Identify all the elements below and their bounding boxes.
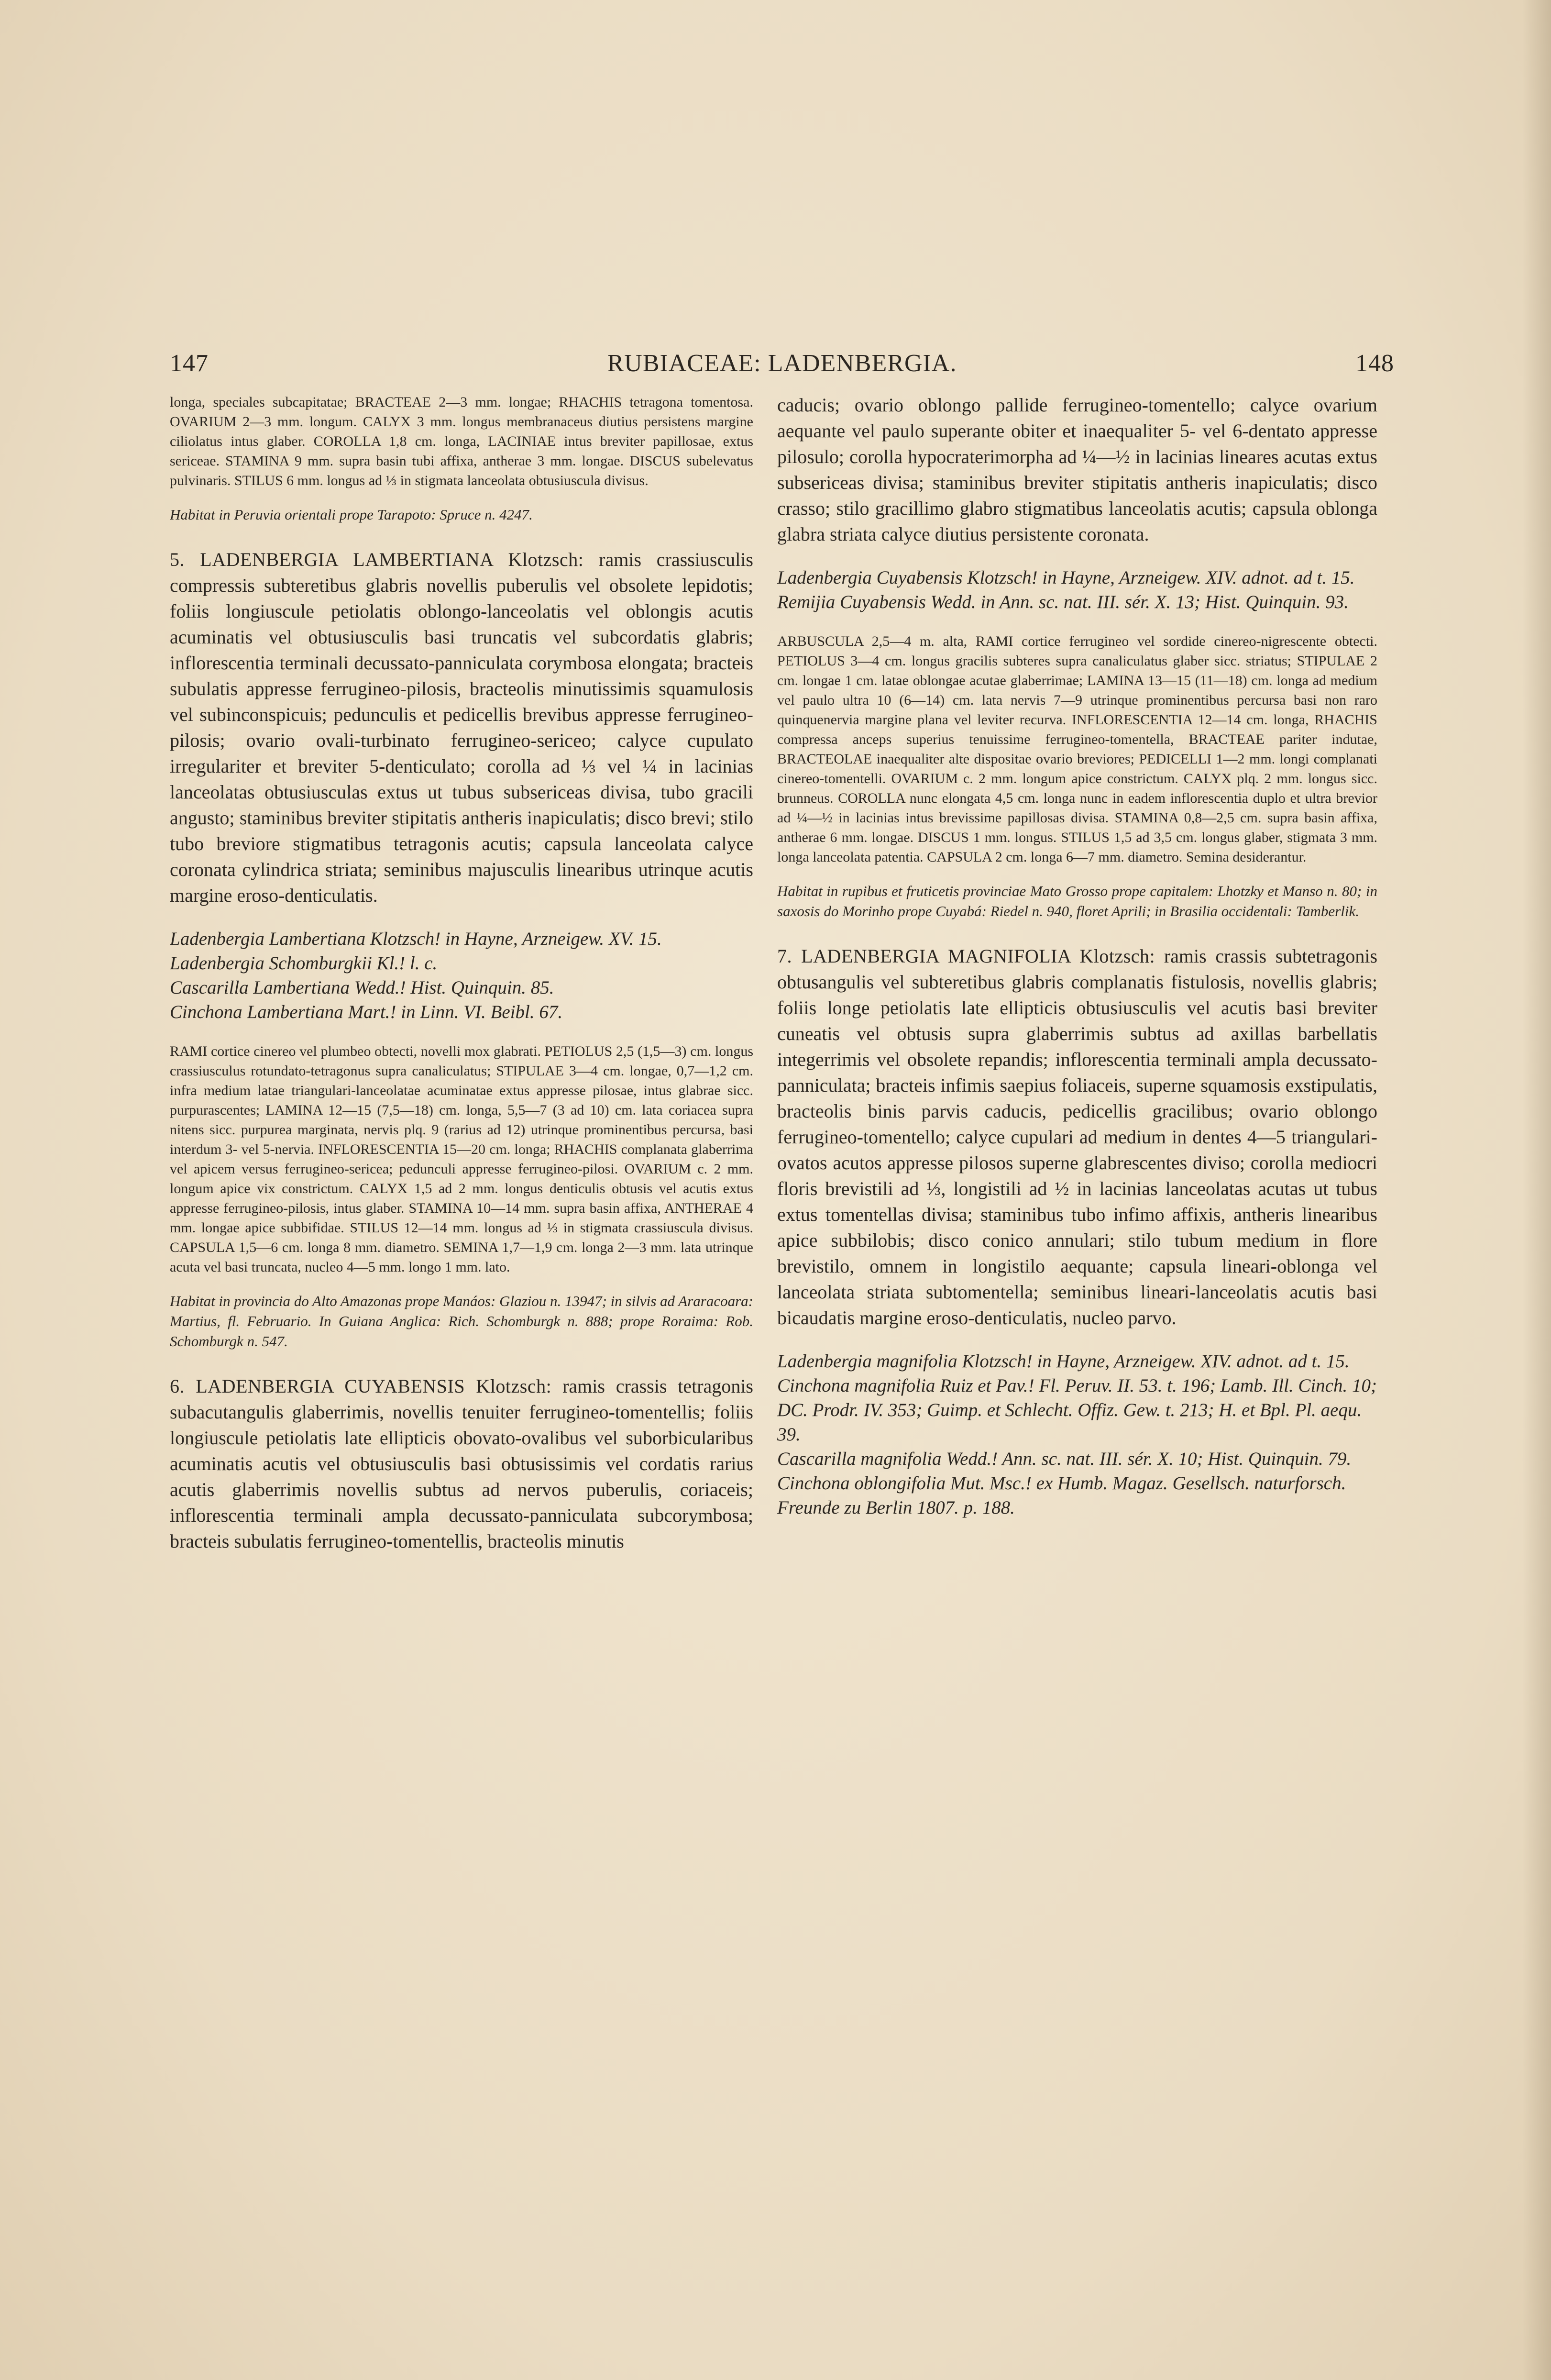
- synonym-ref: Ladenbergia magnifolia Klotzsch! in Hayne, Arzneigew. XIV. adnot. ad t. 15.: [777, 1351, 1350, 1372]
- synonym-ref: Cinchona oblongifolia Mut. Msc.! ex Humb. Magaz. Gesellsch. naturforsch. Freunde zu Berlin 1807. p. 188.: [777, 1473, 1346, 1518]
- species-6-synonymy: [777, 565, 1377, 614]
- species-7-synonymy: [777, 1349, 1377, 1520]
- synonym-ref: Cascarilla Lambertiana Wedd.! Hist. Quinquin. 85.: [170, 977, 554, 998]
- species-7-diagnosis: [777, 943, 1377, 1331]
- page-number-left: 147: [170, 350, 209, 377]
- right-column: [777, 392, 1377, 2323]
- species-7-text: ramis crassis subtetragonis obtusangulis vel subteretibus glabris complanatis fistulosis, novellis glabris; foliis longe petiolatis late ellipticis obtusiusculis vel acutis basi breviter cuneatis vel obtusis supra glaberrimis subtus ad axillas barbellatis integerrimis vel obsolete repandis; inflorescentia terminali ampla decussato-panniculata; bracteis infimis saepius foliaceis, superne squamosis exstipulatis, bracteolis binis parvis caducis, pedicellis gracilibus; ovario oblongo ferrugineo-tomentello; calyce cupulari ad medium in dentes 4—5 triangulari-ovatos acutos appresse pilosos superne glabrescentes diviso; corolla mediocri floris brevistili ad ⅓, longistili ad ½ in lacinias lanceolatas acutas ut tubus extus tomentellas divisa; staminibus tubo infimo affixis, antheris linearibus apice subbilobis; disco conico annulari; stilo tubum medium in flore brevistilo, omnem in longistilo aequante; capsula lineari-oblonga vel lanceolata striata subtomentella; seminibus lineari-lanceolatis acutis basi bicaudatis margine eroso-denticulatis, nucleo parvo.: [777, 945, 1377, 1328]
- species-6-diagnosis: [170, 1373, 753, 1554]
- synonym-ref: Cinchona Lambertiana Mart.! in Linn. VI. Beibl. 67.: [170, 1002, 563, 1022]
- running-title: RUBIACEAE: LADENBERGIA.: [607, 350, 957, 377]
- species-6-description: ARBUSCULA 2,5—4 m. alta, RAMI cortice ferrugineo vel sordide cinereo-nigrescente obtecti. PETIOLUS 3—4 cm. longus gracilis subteres supra canaliculatus glaber sicc. striatus; STIPULAE 2 cm. longae 1 cm. latae oblongae acutae glaberrimae; LAMINA 13—15 (11—18) cm. longa ad medium vel paulo ultra 10 (6—14) cm. lata nervis 7—9 utrinque prominentibus percursa basi non raro quinquenervia margine plana vel leviter recurva. INFLORESCENTIA 12—14 cm. longa, RHACHIS compressa anceps superius tenuissime ferrugineo-tomentella, BRACTEAE pariter indutae, BRACTEOLAE inaequaliter alte dispositae ovario breviores; PEDICELLI 1—2 mm. longi complanati cinereo-tomentelli. OVARIUM c. 2 mm. longum apice constrictum. CALYX plq. 2 mm. longus sicc. brunneus. COROLLA nunc elongata 4,5 cm. longa nunc in eadem inflorescentia duplo et ultra brevior ad ¼—½ in lacinias intus brevissime papillosas divisa. STAMINA 0,8—2,5 cm. supra basin affixa, antherae 6 mm. longae. DISCUS 1 mm. longus. STILUS 1,5 ad 3,5 cm. longus glaber, stigmata 3 mm. longa lanceolata patentia. CAPSULA 2 cm. longa 6—7 mm. diametro. Semina desiderantur.: [777, 633, 1377, 865]
- species-6-heading: 6. LADENBERGIA CUYABENSIS Klotzsch:: [170, 1375, 552, 1397]
- habitat-species-6: Habitat in rupibus et fruticetis provinciae Mato Grosso prope capitalem: Lhotzky et Manso n. 80; in saxosis do Morinho prope Cuyabá: Riedel n. 940, floret Aprili; in Brasilia occidentali: Tamberlik.: [777, 883, 1377, 919]
- synonym-ref: Ladenbergia Schomburgkii Kl.! l. c.: [170, 953, 438, 974]
- synonym-ref: Ladenbergia Lambertiana Klotzsch! in Hayne, Arzneigew. XV. 15.: [170, 929, 662, 949]
- species-5-description: RAMI cortice cinereo vel plumbeo obtecti, novelli mox glabrati. PETIOLUS 2,5 (1,5—3) cm. longus crassiusculus rotundato-tetragonus supra canaliculatus; STIPULAE 3—4 cm. longae, 0,7—1,2 cm. infra medium latae triangulari-lanceolatae acuminatae extus appresse pilosae, intus glabrae sicc. purpurascentes; LAMINA 12—15 (7,5—18) cm. longa, 5,5—7 (3 ad 10) cm. lata coriacea supra nitens sicc. purpurea marginata, nervis plq. 9 (rarius ad 12) utrinque prominentibus percursa, basi interdum 3- vel 5-nervia. INFLORESCENTIA 15—20 cm. longa; RHACHIS complanata glaberrima vel apicem versus ferrugineo-sericea; pedunculi appresse ferrugineo-pilosi. OVARIUM c. 2 mm. longum apice vix constrictum. CALYX 1,5 ad 2 mm. longus denticulis obtusis vel acutis extus appresse ferrugineo-pilosis, intus glaber. STAMINA 10—14 mm. supra basin affixa, ANTHERAE 4 mm. longae apice subbifidae. STILUS 12—14 mm. longus ad ⅓ in stigmata crassiuscula divisus. CAPSULA 1,5—6 cm. longa 8 mm. diametro. SEMINA 1,7—1,9 cm. longa 2—3 mm. lata utrinque acuta vel basi truncata, nucleo 4—5 mm. longo 1 mm. lato.: [170, 1043, 753, 1275]
- running-header: [170, 349, 1394, 383]
- species-6-text: ramis crassis tetragonis subacutangulis glaberrimis, novellis tenuiter ferrugineo-tomentellis; foliis longiuscule petiolatis late ellipticis obovato-ovalibus vel suborbicularibus acuminatis acutis vel obtusiusculis basi obtusissimis vel cordatis rarius acutis glaberrimis novellis subtus ad nervos puberulis, coriaceis; inflorescentia terminali ampla decussato-panniculata subcorymbosa; bracteis subulatis ferrugineo-tomentellis, bracteolis minutis: [170, 1375, 753, 1552]
- habitat-species-5: Habitat in provincia do Alto Amazonas prope Manáos: Glaziou n. 13947; in silvis ad Araracoara: Martius, fl. Februario. In Guiana Anglica: Rich. Schomburgk n. 888; prope Roraima: Rob. Schomburgk n. 547.: [170, 1293, 753, 1350]
- page-edge-shadow: [1522, 0, 1551, 2380]
- habitat-species-4: Habitat in Peruvia orientali prope Tarapoto: Spruce n. 4247.: [170, 506, 533, 523]
- species-5-heading: 5. LADENBERGIA LAMBERTIANA Klotzsch:: [170, 549, 584, 570]
- species-7-heading: 7. LADENBERGIA MAGNIFOLIA Klotzsch:: [777, 945, 1155, 967]
- page-number-right: 148: [1355, 350, 1394, 377]
- species-5-text: ramis crassiusculis compressis subteretibus glabris novellis puberulis vel obsolete lepidotis; foliis longiuscule petiolatis oblongo-lanceolatis vel oblongis acutis acuminatis vel obtusiusculis basi truncatis vel subcordatis glabris; inflorescentia terminali decussato-panniculata corymbosa elongata; bracteis subulatis appresse ferrugineo-pilosis, bracteolis minutissimis squamulosis vel subinconspicuis; pedunculis et pedicellis brevibus appresse ferrugineo-pilosis; ovario ovali-turbinato ferrugineo-sericeo; calyce cupulato irregulariter et breviter 5-denticulato; corolla ad ⅓ vel ¼ in lacinias lanceolatas obtusiusculas extus ut tubus subsericeas divisa, tubo gracili angusto; staminibus breviter stipitatis antheris inapiculatis; disco brevi; stilo tubo breviore stigmatibus tetragonis acutis; capsula lanceolata calyce coronata cylindrica striata; seminibus majusculis linearibus utrinque acutis margine eroso-denticulatis.: [170, 549, 753, 906]
- synonym-ref: Cascarilla magnifolia Wedd.! Ann. sc. nat. III. sér. X. 10; Hist. Quinquin. 79.: [777, 1449, 1352, 1469]
- species-5-diagnosis: [170, 547, 753, 908]
- description-continued: longa, speciales subcapitatae; BRACTEAE 2—3 mm. longae; RHACHIS tetragona tomentosa. OVARIUM 2—3 mm. longum. CALYX 3 mm. longus membranaceus diutius persistens margine ciliolatus intus glaber. COROLLA 1,8 cm. longa, LACINIAE intus breviter papillosae, extus sericeae. STAMINA 9 mm. supra basin tubi affixa, antherae 3 mm. longae. DISCUS subelevatus pulvinaris. STILUS 6 mm. longus ad ⅓ in stigmata lanceolata obtusiuscula divisus.: [170, 394, 753, 488]
- synonym-ref: Ladenbergia Cuyabensis Klotzsch! in Hayne, Arzneigew. XIV. adnot. ad t. 15.: [777, 567, 1355, 588]
- synonym-ref: Cinchona magnifolia Ruiz et Pav.! Fl. Peruv. II. 53. t. 196; Lamb. Ill. Cinch. 10; DC. Prodr. IV. 353; Guimp. et Schlecht. Offiz. Gew. t. 213; H. et Bpl. Pl. aequ. 39.: [777, 1375, 1377, 1445]
- species-6-diagnosis-continued: caducis; ovario oblongo pallide ferrugineo-tomentello; calyce ovarium aequante vel paulo superante obiter et inaequaliter 5- vel 6-dentato appresse pilosulo; corolla hypocraterimorpha ad ¼—½ in lacinias lineares acutas extus subsericeas divisa; staminibus breviter stipitatis antheris inapiculatis; disco crasso; stilo gracillimo glabro stigmatibus lanceolatis acutis; capsula oblonga glabra striata calyce diutius persistente coronata.: [777, 394, 1377, 545]
- synonym-ref: Remijia Cuyabensis Wedd. in Ann. sc. nat. III. sér. X. 13; Hist. Quinquin. 93.: [777, 592, 1349, 612]
- species-5-synonymy: [170, 927, 753, 1024]
- left-column: [170, 392, 753, 2323]
